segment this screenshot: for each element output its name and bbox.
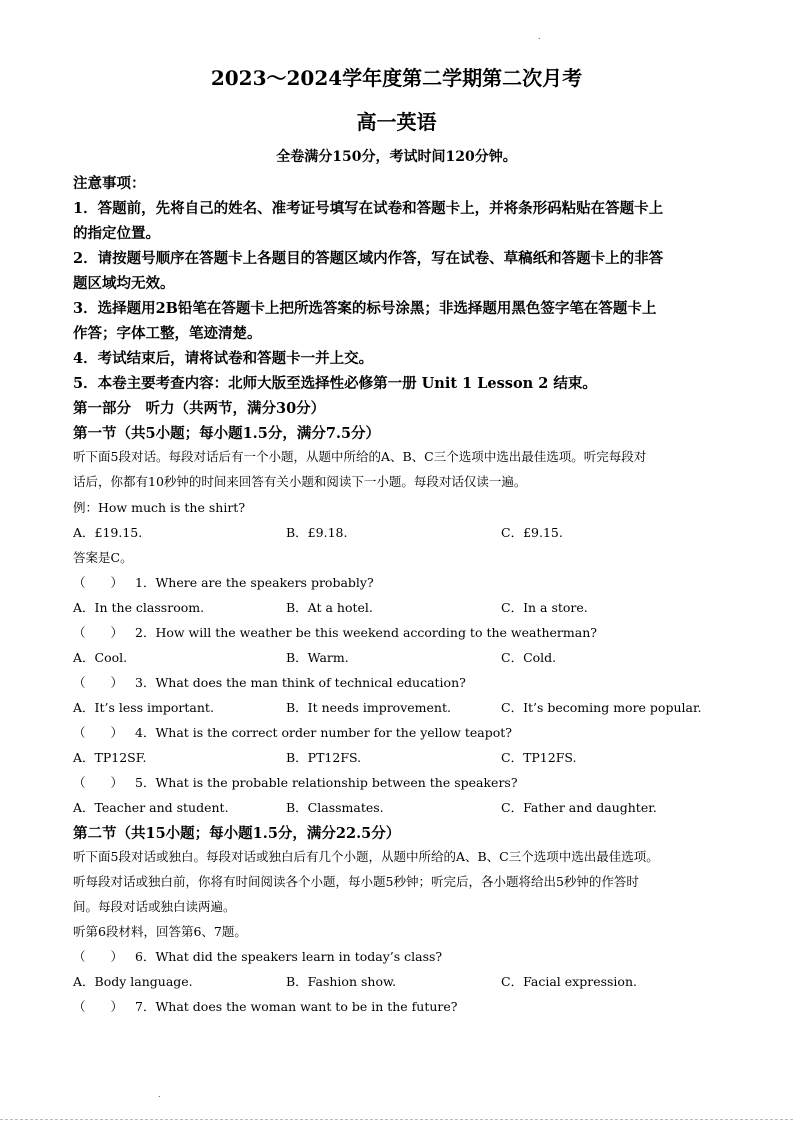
q6-option-c: C．Facial expression. (501, 974, 637, 989)
q2-option-a: A．Cool. (73, 650, 128, 665)
q4-option-c: C．TP12FS. (501, 750, 577, 765)
question-5 (73, 773, 733, 791)
section1-instruction: 听下面5段对话。每段对话后有一个小题，从题中所给的A、B、C三个选项中选出最佳选项。听完每段对 (73, 449, 647, 464)
q6-option-a: A．Body language. (73, 974, 193, 989)
section2-instruction: 听下面5段对话或独白。每段对话或独白后有几个小题，从题中所给的A、B、C三个选项中选出最佳选项。 (73, 849, 659, 864)
q5-option-c: C．Father and daughter. (501, 800, 657, 815)
question-text: 7．What does the woman want to be in the future? (135, 999, 458, 1014)
example-answer: 答案是C。 (73, 550, 133, 565)
section2-instruction: 间。每段对话或独白读两遍。 (73, 899, 236, 914)
scan-dot: . (158, 1090, 161, 1099)
question-7 (73, 997, 733, 1015)
q1-option-b: B．At a hotel. (286, 600, 373, 615)
q3-option-b: B．It needs improvement. (286, 700, 451, 715)
question-text: 1．Where are the speakers probably? (135, 575, 374, 590)
example-option-c: C．£9.15. (501, 525, 563, 540)
q3-option-a: A．It’s less important. (73, 700, 214, 715)
answer-blank[interactable]: （ ） (73, 999, 124, 1014)
notice-line: 4．考试结束后，请将试卷和答题卡一并上交。 (73, 350, 374, 367)
q6-option-b: B．Fashion show. (286, 974, 397, 989)
question-3 (73, 673, 733, 691)
notice-line: 3．选择题用2B铅笔在答题卡上把所选答案的标号涂黑；非选择题用黑色签字笔在答题卡上 (73, 300, 657, 317)
notice-line: 作答；字体工整，笔迹清楚。 (73, 325, 262, 342)
section1-heading: 第一节（共5小题；每小题1.5分，满分7.5分） (73, 425, 381, 442)
answer-blank[interactable]: （ ） (73, 625, 124, 640)
notice-line: 2．请按题号顺序在答题卡上各题目的答题区域内作答，写在试卷、草稿纸和答题卡上的非答 (73, 250, 664, 267)
example-option-b: B．£9.18. (286, 525, 348, 540)
question-4 (73, 723, 733, 741)
question-6 (73, 947, 733, 965)
q4-option-b: B．PT12FS. (286, 750, 362, 765)
notice-line: 的指定位置。 (73, 225, 160, 242)
answer-blank[interactable]: （ ） (73, 949, 124, 964)
q3-option-c: C．It’s becoming more popular. (501, 700, 702, 715)
question-1 (73, 573, 733, 591)
section2-instruction: 听每段对话或独白前，你将有时间阅读各个小题，每小题5秒钟；听完后，各小题将给出5秒钟的作答时 (73, 874, 639, 889)
q1-option-c: C．In a store. (501, 600, 588, 615)
page-bottom-rule (0, 1119, 793, 1120)
notice-line: 5．本卷主要考查内容：北师大版至选择性必修第一册 Unit 1 Lesson 2 结束。 (73, 375, 597, 392)
q4-option-a: A．TP12SF. (73, 750, 147, 765)
q5-option-b: B．Classmates. (286, 800, 384, 815)
subject-title: 高一英语 (356, 110, 437, 134)
scan-dot: . (538, 32, 541, 41)
exam-title: 2023～2024学年度第二学期第二次月考 (210, 66, 583, 90)
example-question: 例：How much is the shirt? (73, 500, 246, 515)
q5-option-a: A．Teacher and student. (73, 800, 229, 815)
q1-option-a: A．In the classroom. (73, 600, 205, 615)
q2-option-b: B．Warm. (286, 650, 349, 665)
answer-blank[interactable]: （ ） (73, 575, 124, 590)
question-text: 2．How will the weather be this weekend according to the weatherman? (135, 625, 597, 640)
section1-instruction: 话后，你都有10秒钟的时间来回答有关小题和阅读下一小题。每段对话仅读一遍。 (73, 474, 527, 489)
answer-blank[interactable]: （ ） (73, 675, 124, 690)
notice-heading: 注意事项： (73, 175, 146, 192)
section2-heading: 第二节（共15小题；每小题1.5分，满分22.5分） (73, 825, 401, 842)
answer-blank[interactable]: （ ） (73, 775, 124, 790)
answer-blank[interactable]: （ ） (73, 725, 124, 740)
notice-line: 题区域均无效。 (73, 275, 175, 292)
question-text: 3．What does the man think of technical education? (135, 675, 466, 690)
question-text: 6．What did the speakers learn in today’s class? (135, 949, 443, 964)
question-text: 4．What is the correct order number for the yellow teapot? (135, 725, 512, 740)
material-note: 听第6段材料，回答第6、7题。 (73, 924, 247, 939)
question-2 (73, 623, 733, 641)
part1-heading: 第一部分 听力（共两节，满分30分） (73, 400, 326, 417)
q2-option-c: C．Cold. (501, 650, 557, 665)
exam-info: 全卷满分150分，考试时间120分钟。 (276, 149, 517, 165)
example-option-a: A．£19.15. (73, 525, 143, 540)
question-text: 5．What is the probable relationship between the speakers? (135, 775, 518, 790)
notice-line: 1．答题前，先将自己的姓名、准考证号填写在试卷和答题卡上，并将条形码粘贴在答题卡上 (73, 200, 664, 217)
